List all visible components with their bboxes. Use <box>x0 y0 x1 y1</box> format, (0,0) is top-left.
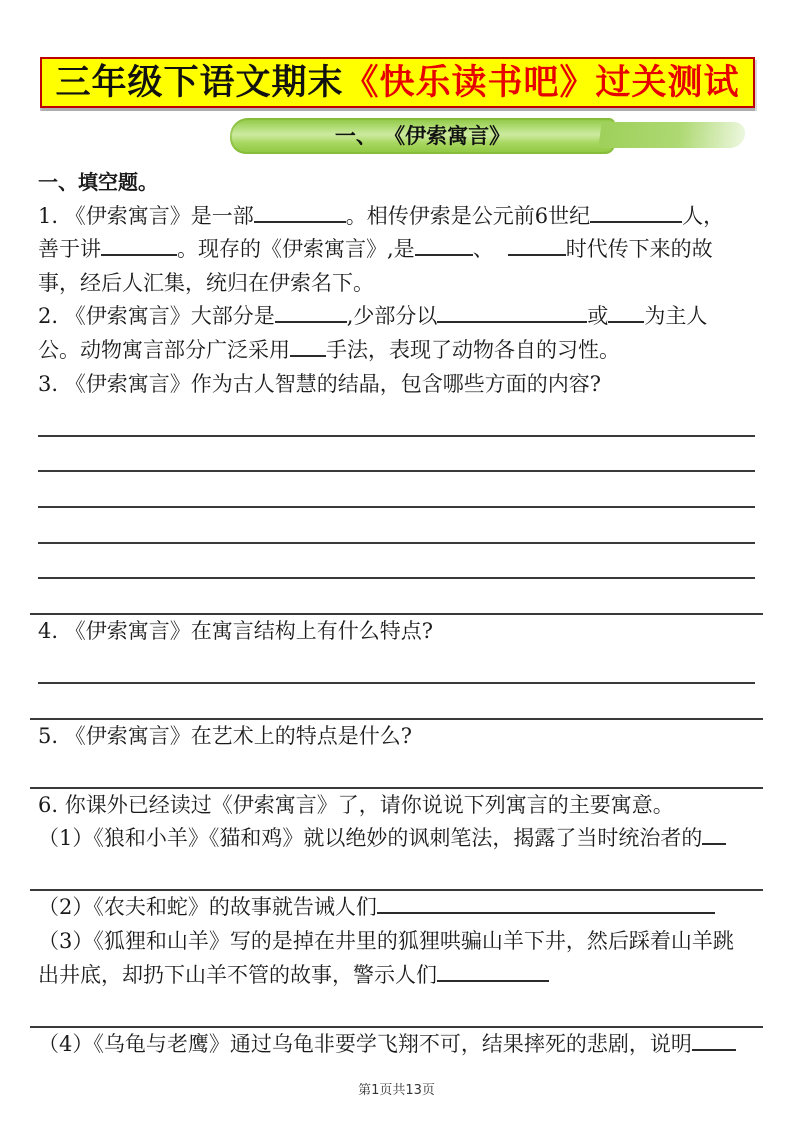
question-1-line-2 <box>38 233 755 267</box>
section-banner <box>0 114 793 160</box>
question-1-text: 1. 《伊索寓言》是一部 <box>38 203 254 228</box>
answer-rule <box>38 401 755 437</box>
question-6-sub-4 <box>38 1028 755 1062</box>
question-6-sub-3-text: 出井底，却扔下山羊不管的故事，警示人们 <box>38 962 437 987</box>
question-1-line-1 <box>38 200 755 234</box>
question-2-text: 或 <box>587 304 609 329</box>
answer-rule <box>30 856 763 892</box>
answer-blank <box>254 200 346 223</box>
answer-blank <box>377 891 715 914</box>
question-1-text: 时代传下来的故 <box>565 237 713 262</box>
question-6-sub-2-text: （2）《农夫和蛇》的故事就告诫人们 <box>38 895 377 920</box>
answer-blank <box>275 300 347 323</box>
page-footer: 第1页共13页 <box>358 1083 435 1098</box>
answer-rule <box>38 437 755 473</box>
answer-rule <box>30 579 763 615</box>
question-2-text: ,少部分以 <box>346 304 438 329</box>
answer-blank <box>508 233 566 256</box>
answer-rule <box>30 684 763 720</box>
question-6-sub-4-text: （4）《乌龟与老鹰》通过乌龟非要学飞翔不可，结果摔死的悲剧，说明 <box>38 1031 692 1056</box>
question-6-sub-2 <box>38 891 755 925</box>
answer-blank <box>437 300 587 323</box>
question-2-text: 公。动物寓言部分广泛采用 <box>38 337 290 362</box>
answer-blank <box>437 959 549 982</box>
title-text-black: 三年级下语文期末 <box>55 62 344 103</box>
question-4: 4. 《伊索寓言》在寓言结构上有什么特点? <box>38 618 433 643</box>
answer-blank <box>608 300 644 323</box>
section-banner-label: 一、 《伊索寓言》 <box>334 123 511 148</box>
page-title <box>40 57 755 108</box>
answer-rule <box>38 472 755 508</box>
question-1-text: 。现存的《伊索寓言》,是 <box>177 237 415 262</box>
worksheet-body <box>38 166 755 1061</box>
question-6-sub-3-line-1: （3）《狐狸和山羊》写的是掉在井里的狐狸哄骗山羊下井，然后踩着山羊跳 <box>38 929 734 954</box>
question-1-line-3: 事，经后人汇集，统归在伊索名下。 <box>38 270 374 295</box>
answer-blank <box>101 233 177 256</box>
question-2-text: 2. 《伊索寓言》大部分是 <box>38 304 275 329</box>
answer-rule <box>38 508 755 544</box>
answer-rule <box>38 544 755 580</box>
question-1-text: 善于讲 <box>38 237 101 262</box>
answer-rule <box>38 648 755 684</box>
question-6: 6. 你课外已经读过《伊索寓言》了，请你说说下列寓言的主要寓意。 <box>38 792 674 817</box>
answer-blank <box>692 1028 736 1051</box>
question-2-text: 手法，表现了动物各自的习性。 <box>326 337 620 362</box>
answer-blank <box>290 334 326 357</box>
question-3: 3. 《伊索寓言》作为古人智慧的结晶，包含哪些方面的内容? <box>38 371 601 396</box>
answer-blank <box>590 200 682 223</box>
question-2-line-2 <box>38 334 755 368</box>
question-2-line-1 <box>38 300 755 334</box>
question-2-text: 为主人 <box>644 304 708 329</box>
answer-rule <box>30 753 763 789</box>
answer-blank <box>415 233 473 256</box>
title-text-red: 《快乐读书吧》过关测试 <box>343 62 740 103</box>
question-6-sub-3-line-2 <box>38 959 755 993</box>
question-1-text: 人， <box>682 203 725 228</box>
section-heading: 一、填空题。 <box>38 170 158 194</box>
answer-blank <box>702 822 726 845</box>
question-1-text: 。相传伊索是公元前6世纪 <box>345 203 591 228</box>
question-6-sub-1-text: （1）《狼和小羊》《猫和鸡》就以绝妙的讽刺笔法，揭露了当时统治者的 <box>38 826 703 851</box>
green-brush-tail <box>598 122 747 148</box>
question-1-text: 、 <box>472 237 494 262</box>
question-6-sub-1 <box>38 822 755 856</box>
question-5: 5. 《伊索寓言》在艺术上的特点是什么? <box>38 723 412 748</box>
answer-rule <box>30 992 763 1028</box>
